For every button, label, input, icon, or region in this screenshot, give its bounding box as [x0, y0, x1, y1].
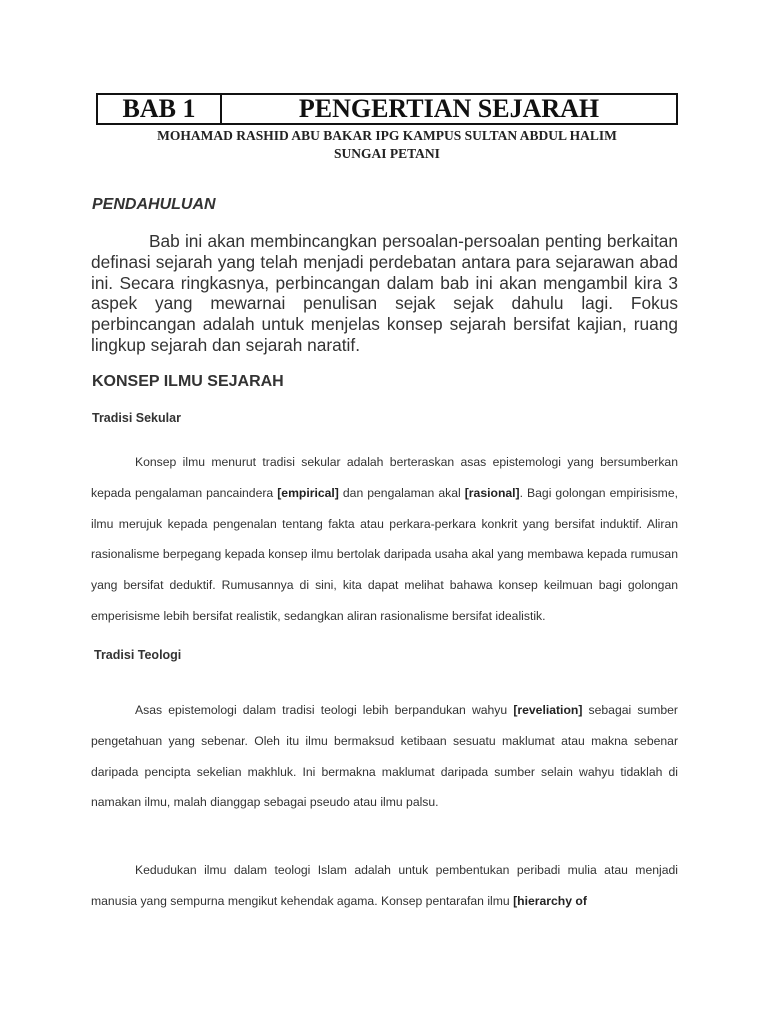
- author-line-2: SUNGAI PETANI: [334, 146, 440, 161]
- paragraph-teologi-1: Asas epistemologi dalam tradisi teologi lebih berpandukan wahyu [reveliation] sebagai sumber pengetahuan yang sebenar. Oleh itu ilmu bermaksud ketibaan sesuatu maklumat atau makna sebenar daripada pencipta sekelian makhluk. Ini bermakna maklumat daripada sumber selain wahyu tidaklah di namakan ilmu, malah dianggap sebagai pseudo atau ilmu palsu.: [91, 703, 678, 810]
- term-reveliation: [reveliation]: [513, 703, 583, 717]
- chapter-title-box: [96, 93, 678, 125]
- chapter-title: PENGERTIAN SEJARAH: [298, 94, 600, 123]
- section-heading-konsep: KONSEP ILMU SEJARAH: [92, 373, 284, 390]
- subheading-tradisi-sekular: Tradisi Sekular: [92, 411, 181, 425]
- intro-paragraph-text: Bab ini akan membincangkan persoalan-persoalan penting berkaitan definasi sejarah yang telah menjadi perdebatan antara para sejarawan abad ini. Secara ringkasnya, perbincangan dalam bab ini akan mengambil kira 3 aspek yang mewarnai penulisan sejak sejak dahulu lagi. Fokus perbincangan adalah untuk menjelas konsep sejarah bersifat kajian, ruang lingkup sejarah dan sejarah naratif.: [91, 231, 678, 355]
- intro-paragraph: [91, 231, 678, 356]
- subheading-tradisi-teologi: Tradisi Teologi: [94, 648, 182, 662]
- author-line-1: MOHAMAD RASHID ABU BAKAR IPG KAMPUS SULTAN ABDUL HALIM: [157, 128, 617, 143]
- author-block: [96, 127, 678, 163]
- paragraph-teologi-2: Kedudukan ilmu dalam teologi Islam adalah untuk pembentukan peribadi mulia atau menjadi manusia yang sempurna mengikut kehendak agama. Konsep pentarafan ilmu [hierarchy of: [91, 863, 678, 908]
- paragraph-sekular: Konsep ilmu menurut tradisi sekular adalah berteraskan asas epistemologi yang bersumberkan kepada pengalaman pancaindera [empirical] dan pengalaman akal [rasional]. Bagi golongan empirisisme, ilmu merujuk kepada pengenalan tentang fakta atau perkara-perkara konkrit yang bersifat induktif. Aliran rasionalisme berpegang kepada konsep ilmu bertolak daripada usaha akal yang membawa kepada rumusan yang bersifat deduktif. Rumusannya di sini, kita dapat melihat bahawa konsep keilmuan bagi golongan emperisisme lebih bersifat realistik, sedangkan aliran rasionalisme bersifat idealistik.: [91, 455, 679, 623]
- term-rasional: [rasional]: [464, 485, 520, 500]
- intro-heading: PENDAHULUAN: [92, 196, 216, 213]
- chapter-number: BAB 1: [98, 95, 222, 123]
- term-empirical: [empirical]: [277, 485, 339, 500]
- term-hierarchy: [hierarchy of: [513, 893, 587, 908]
